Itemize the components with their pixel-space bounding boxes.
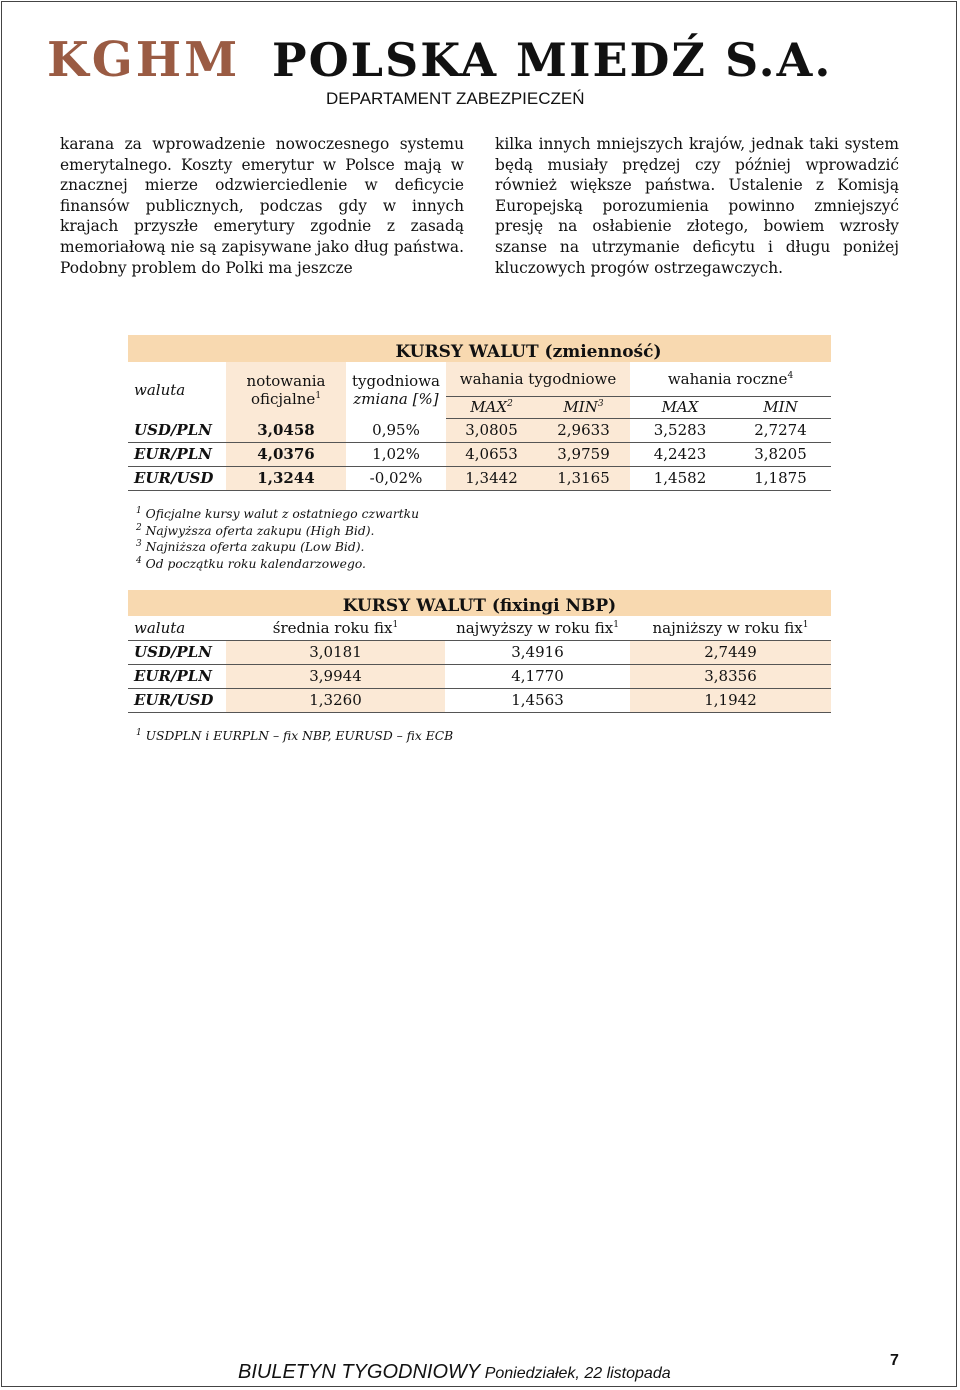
weekly-min: 1,3165	[537, 466, 630, 490]
volatility-table	[128, 335, 831, 491]
table-row	[128, 418, 831, 442]
bulletin-date: Poniedziałek, 22 listopada	[484, 1365, 671, 1382]
header-yearly-max: MAX	[630, 396, 730, 418]
weekly-min: 2,9633	[537, 418, 630, 442]
average-fix: 1,3260	[226, 688, 445, 712]
article-text-right: kilka innych mniejszych krajów, jednak taki system będą musiały prędzej czy później wprowadzić również większe państwa. Ustalenie z Komisją Europejską porozumienia powinno zmniejszyć presję na osłabienie złotego, bowiem wzrosły szanse na utrzymanie deficytu i długu poniżej kluczowych progów ostrzegawczych.	[495, 135, 899, 277]
header-weekly-change	[346, 362, 446, 418]
header-weekly-line1: tygodniowa	[351, 372, 440, 390]
header-yearly-min: MIN	[730, 396, 831, 418]
article-left-column	[60, 134, 464, 278]
min-fix: 1,1942	[630, 688, 831, 712]
table-row	[128, 466, 831, 490]
page-number: 7	[890, 1352, 899, 1369]
brand-logo: KGHM	[47, 32, 241, 88]
footnote-ref-1: 1	[315, 391, 322, 401]
article-text-left: karana za wprowadzenie nowoczesnego systemu emerytalnego. Koszty emerytur w Polsce mają w znacznej mierze odzwierciedlenie w deficycie finansów publicznych, podczas gdy w innych krajach przyszłe emerytury zgodnie z zasadą memoriałową nie są zapisywane jako dług państwa. Podobny problem do Polki ma jeszcze	[60, 135, 464, 277]
weekly-change: 0,95%	[346, 418, 446, 442]
yearly-min: 1,1875	[730, 466, 831, 490]
min-fix: 3,8356	[630, 664, 831, 688]
header-weekly-range: wahania tygodniowe	[446, 362, 630, 396]
currency-pair: USD/PLN	[128, 640, 226, 664]
min-fix: 2,7449	[630, 640, 831, 664]
weekly-change: 1,02%	[346, 442, 446, 466]
max-fix: 1,4563	[445, 688, 630, 712]
bulletin-title: BIULETYN TYGODNIOWY	[238, 1361, 481, 1383]
fixing-table	[128, 590, 831, 713]
header-weekly-min: MIN$^3$	[537, 396, 630, 418]
yearly-max: 3,5283	[630, 418, 730, 442]
official-rate: 3,0458	[226, 418, 346, 442]
header-currency: waluta	[134, 381, 186, 399]
currency-pair: USD/PLN	[128, 418, 226, 442]
footnote: $^4$ Od początku roku kalendarzowego.	[136, 555, 366, 571]
footnote: $^1$ Oficjalne kursy walut z ostatniego czwartku	[136, 505, 420, 521]
average-fix: 3,0181	[226, 640, 445, 664]
yearly-min: 3,8205	[730, 442, 831, 466]
table-row	[128, 688, 831, 712]
company-name: POLSKA MIEDŹ S.A.	[272, 33, 833, 87]
footnote-ref-4: 4	[787, 370, 794, 381]
currency-pair: EUR/PLN	[128, 664, 226, 688]
header-official-line1: notowania	[246, 372, 326, 390]
header-max: najwyższy w roku fix$^1$	[445, 616, 630, 640]
header-average: średnia roku fix$^1$	[226, 616, 445, 640]
max-fix: 3,4916	[445, 640, 630, 664]
weekly-max: 1,3442	[446, 466, 537, 490]
footnotes	[136, 506, 419, 572]
header-official-line2: oficjalne	[250, 390, 316, 408]
table-row	[128, 442, 831, 466]
official-rate: 4,0376	[226, 442, 346, 466]
yearly-max: 1,4582	[630, 466, 730, 490]
weekly-min: 3,9759	[537, 442, 630, 466]
weekly-change: -0,02%	[346, 466, 446, 490]
header-min: najniższy w roku fix$^1$	[630, 616, 831, 640]
article-right-column	[495, 134, 899, 278]
volatility-table-title: KURSY WALUT (zmienność)	[226, 335, 831, 362]
fixing-table-title: KURSY WALUT (fixingi NBP)	[128, 590, 831, 616]
department-name: DEPARTAMENT ZABEZPIECZEŃ	[326, 89, 585, 108]
weekly-max: 3,0805	[446, 418, 537, 442]
average-fix: 3,9944	[226, 664, 445, 688]
header-weekly-max: MAX$^2$	[446, 396, 537, 418]
fixing-footnote: $^1$ USDPLN i EURPLN – fix NBP, EURUSD – fix ECB	[136, 727, 454, 743]
footnote: $^3$ Najniższa oferta zakupu (Low Bid).	[136, 539, 365, 555]
table-row	[128, 664, 831, 688]
header-official	[226, 362, 346, 418]
max-fix: 4,1770	[445, 664, 630, 688]
currency-pair: EUR/USD	[128, 688, 226, 712]
footnote: $^2$ Najwyższa oferta zakupu (High Bid).	[136, 522, 375, 538]
official-rate: 1,3244	[226, 466, 346, 490]
yearly-max: 4,2423	[630, 442, 730, 466]
header-weekly-line2: zmiana [%]	[353, 390, 439, 408]
yearly-min: 2,7274	[730, 418, 831, 442]
table-row	[128, 640, 831, 664]
header-yearly-range	[630, 362, 831, 396]
currency-pair: EUR/USD	[128, 466, 226, 490]
footer	[238, 1361, 671, 1384]
currency-pair: EUR/PLN	[128, 442, 226, 466]
header-currency: waluta	[128, 616, 226, 640]
weekly-max: 4,0653	[446, 442, 537, 466]
header-yearly-label: wahania roczne	[667, 369, 788, 388]
